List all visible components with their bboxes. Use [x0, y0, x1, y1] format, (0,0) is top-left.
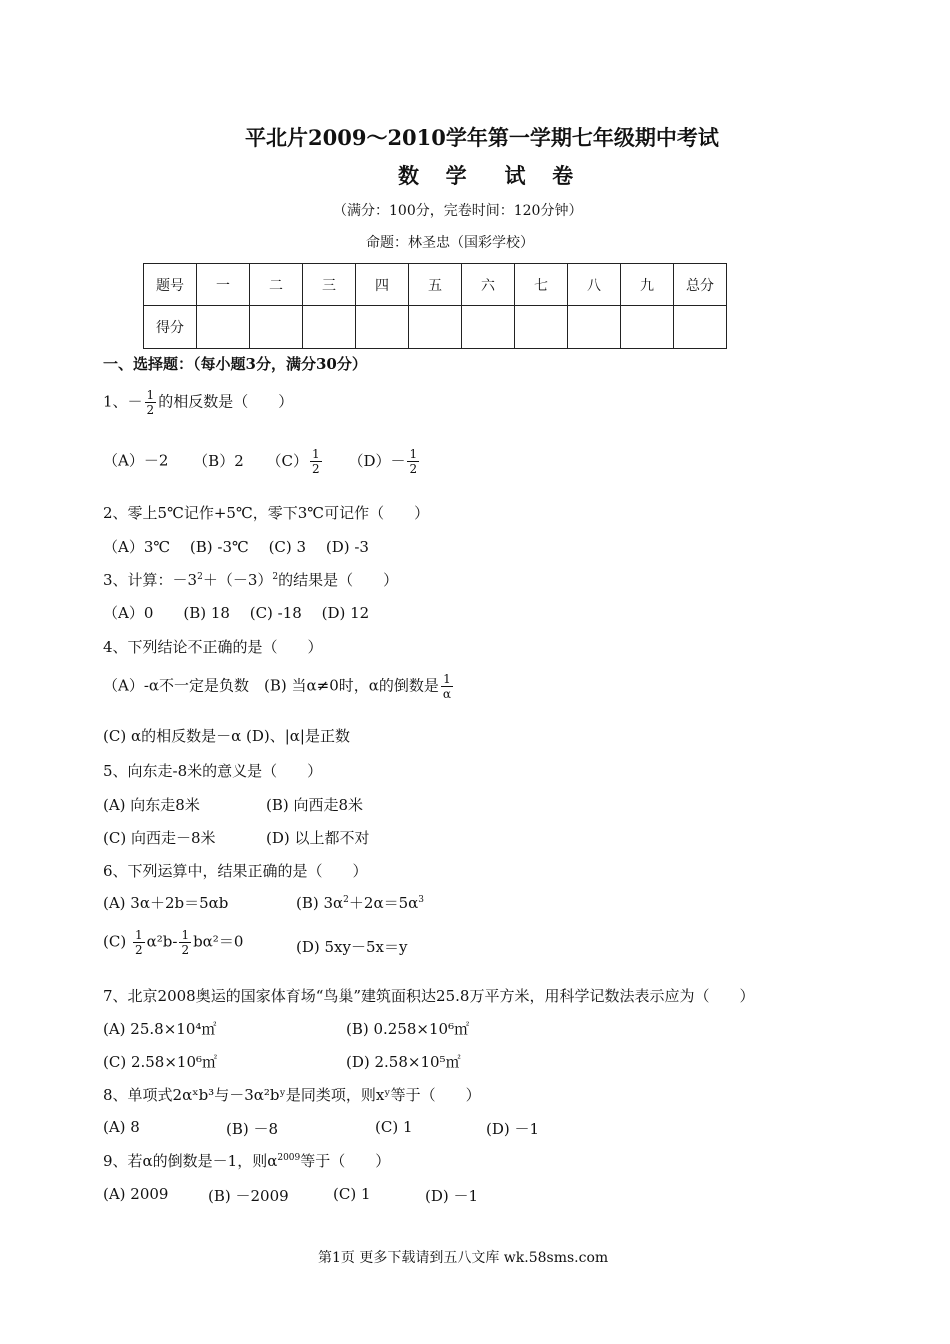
score-cell: 一: [197, 264, 250, 306]
score-cell: 二: [250, 264, 303, 306]
score-label-cell: 得分: [144, 306, 197, 349]
q6-option-a[interactable]: (A) 3α＋2b＝5αb: [103, 894, 229, 912]
score-table-score-row: [144, 306, 727, 349]
exam-title: 平北片2009～2010学年第一学期七年级期中考试: [245, 125, 719, 150]
q1-fraction: [145, 388, 157, 417]
q6-option-c-frac-1: [133, 928, 145, 957]
score-table-header-row: [144, 264, 727, 306]
q4-option-b-frac: [441, 672, 453, 701]
q1-option-d-frac: [407, 447, 419, 476]
q5-option-b[interactable]: (B) 向西走8米: [266, 796, 364, 814]
q8-option-d[interactable]: (D) －1: [486, 1120, 540, 1138]
question-2-options[interactable]: （A）3℃ (B) -3℃ (C) 3 (D) -3: [103, 538, 369, 556]
q5-option-d[interactable]: (D) 以上都不对: [266, 829, 370, 847]
question-9: [103, 1150, 390, 1171]
q6-option-c[interactable]: [103, 928, 243, 957]
frac-num: 1: [312, 447, 320, 461]
q6-option-c-end: bα²＝0: [193, 932, 244, 951]
frac-num: 1: [134, 928, 143, 942]
q9-option-c[interactable]: (C) 1: [333, 1185, 371, 1203]
q1-option-c-label: （C）: [266, 451, 309, 470]
score-cell: 八: [568, 264, 621, 306]
score-cell: 四: [356, 264, 409, 306]
q6-option-b-a: (B) 3α: [296, 894, 344, 912]
q9-stem-a: 9、若α的倒数是－1，则α: [103, 1152, 278, 1170]
exam-info: （满分：100分，完卷时间：120分钟）: [333, 203, 583, 219]
score-input-cell[interactable]: [356, 306, 409, 349]
question-4-options-cd[interactable]: (C) α的相反数是－α (D)、|α|是正数: [103, 727, 350, 745]
q1-option-b[interactable]: （B）2: [193, 451, 244, 470]
question-4-options-ab[interactable]: [103, 672, 455, 701]
score-input-cell[interactable]: [250, 306, 303, 349]
score-cell: 六: [462, 264, 515, 306]
question-3-options[interactable]: （A）0 (B) 18 (C) -18 (D) 12: [103, 604, 370, 622]
score-cell: 五: [409, 264, 462, 306]
q1-option-d-label: （D）－: [348, 451, 406, 470]
q7-option-b[interactable]: (B) 0.258×10⁶㎡: [346, 1020, 470, 1038]
frac-den: α: [442, 687, 452, 701]
question-2: 2、零上5℃记作+5℃，零下3℃可记作（ ）: [103, 504, 430, 522]
score-input-cell[interactable]: [462, 306, 515, 349]
section-heading: 一、选择题：（每小题3分，满分30分）: [103, 355, 367, 373]
q1-prefix: 1、－: [103, 392, 143, 411]
q1-frac-num: 1: [146, 388, 155, 402]
q3-stem-c: 的结果是（ ）: [278, 571, 399, 589]
question-8: 8、单项式2αˣb³与－3α²bʸ是同类项，则xʸ等于（ ）: [103, 1086, 481, 1104]
frac-den: 2: [181, 943, 190, 957]
question-5: 5、向东走-8米的意义是（ ）: [103, 762, 323, 780]
score-input-cell[interactable]: [515, 306, 568, 349]
score-input-cell[interactable]: [621, 306, 674, 349]
page-footer: 第1页 更多下载请到五八文库 wk.58sms.com: [318, 1250, 609, 1266]
question-1: [103, 388, 293, 417]
score-cell: 九: [621, 264, 674, 306]
q1-option-c-frac: [310, 447, 322, 476]
frac-den: 2: [409, 462, 418, 476]
q5-option-a[interactable]: (A) 向东走8米: [103, 796, 200, 814]
q9-exp: 2009: [277, 1153, 301, 1163]
q4-options-ab-text: （A）-α不一定是负数 (B) 当α≠0时，α的倒数是: [103, 676, 439, 695]
q3-stem-a: 3、计算：－3: [103, 571, 198, 589]
q1-suffix: 的相反数是（ ）: [158, 392, 294, 411]
frac-num: 1: [409, 447, 418, 461]
score-input-cell[interactable]: [197, 306, 250, 349]
q9-option-b[interactable]: (B) －2009: [208, 1187, 289, 1205]
q3-exp-1: 2: [197, 572, 203, 582]
frac-den: 2: [312, 462, 320, 476]
q6-option-d[interactable]: (D) 5xy－5x＝y: [296, 938, 408, 956]
score-cell: 三: [303, 264, 356, 306]
score-cell: 总分: [674, 264, 727, 306]
frac-den: 2: [134, 943, 143, 957]
frac-num: 1: [441, 672, 453, 687]
q7-option-d[interactable]: (D) 2.58×10⁵㎡: [346, 1053, 461, 1071]
q5-option-c[interactable]: (C) 向西走－8米: [103, 829, 216, 847]
q8-option-c[interactable]: (C) 1: [375, 1118, 413, 1136]
exam-subtitle: 数 学 试 卷: [398, 163, 578, 188]
q1-option-c[interactable]: [266, 447, 324, 476]
q6-option-c-label: (C): [103, 932, 127, 951]
q9-stem-b: 等于（ ）: [300, 1152, 391, 1170]
q9-option-a[interactable]: (A) 2009: [103, 1185, 169, 1203]
q8-option-a[interactable]: (A) 8: [103, 1118, 140, 1136]
q6-option-c-mid: α²b-: [146, 932, 178, 951]
score-cell: 七: [515, 264, 568, 306]
question-4: 4、下列结论不正确的是（ ）: [103, 638, 323, 656]
q1-option-a[interactable]: （A）－2: [103, 451, 169, 470]
q6-option-b-exp2: 3: [418, 895, 424, 905]
q7-option-c[interactable]: (C) 2.58×10⁶㎡: [103, 1053, 218, 1071]
q1-option-d[interactable]: [348, 447, 421, 476]
q6-option-b-b: ＋2α＝5α: [348, 894, 419, 912]
question-7: 7、北京2008奥运的国家体育场“鸟巢”建筑面积达25.8万平方米，用科学记数法表示应为（ ）: [103, 987, 755, 1005]
q7-option-a[interactable]: (A) 25.8×10⁴㎡: [103, 1020, 217, 1038]
question-1-options: [103, 447, 421, 476]
score-input-cell[interactable]: [409, 306, 462, 349]
frac-num: 1: [181, 928, 190, 942]
question-3: [103, 569, 398, 590]
score-cell: 题号: [144, 264, 197, 306]
q9-option-d[interactable]: (D) －1: [425, 1187, 479, 1205]
score-input-cell[interactable]: [674, 306, 727, 349]
q1-frac-den: 2: [146, 403, 155, 417]
q6-option-c-frac-2: [179, 928, 191, 957]
exam-author: 命题：林圣忠（国彩学校）: [366, 235, 534, 251]
q6-option-b-exp: 2: [343, 895, 349, 905]
score-table: [143, 263, 727, 349]
q3-stem-b: ＋（－3）: [202, 571, 273, 589]
score-input-cell[interactable]: [303, 306, 356, 349]
q8-option-b[interactable]: (B) －8: [226, 1120, 279, 1138]
q6-option-b[interactable]: [296, 892, 424, 913]
score-input-cell[interactable]: [568, 306, 621, 349]
q3-exp-2: 2: [272, 572, 279, 582]
question-6: 6、下列运算中，结果正确的是（ ）: [103, 862, 368, 880]
